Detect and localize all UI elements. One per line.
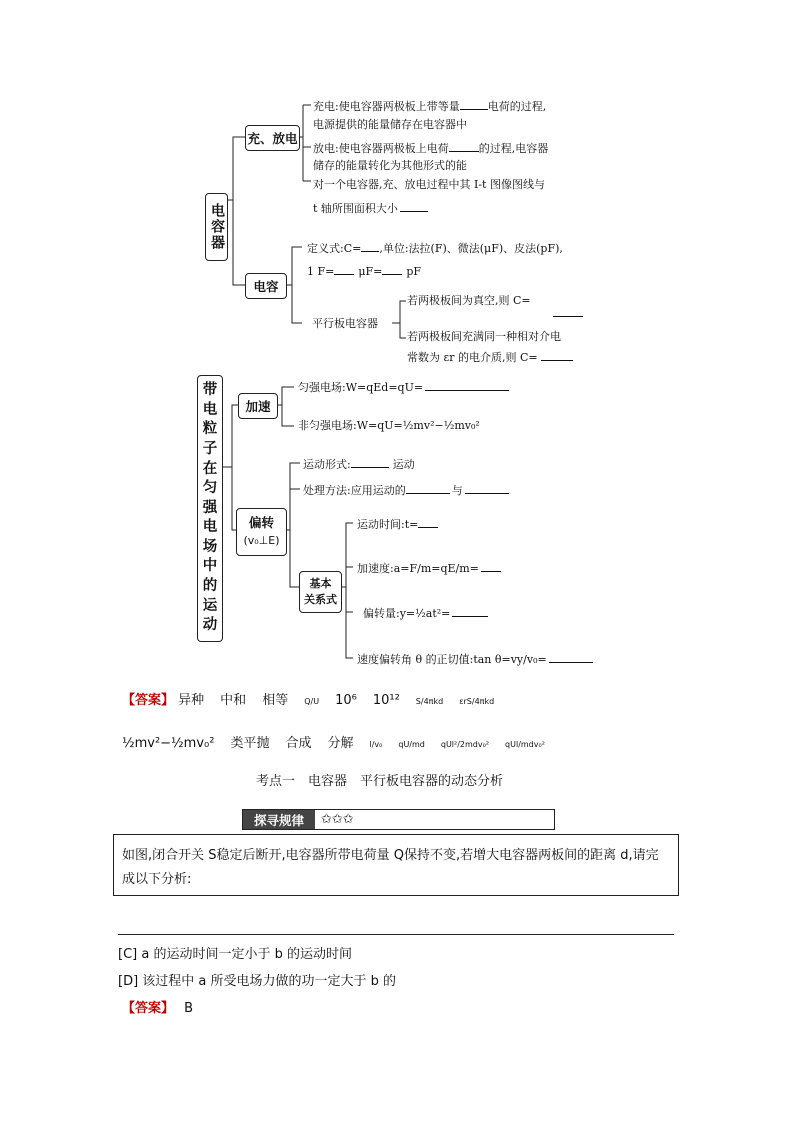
root-char: 带 <box>202 382 218 399</box>
definition-line-1: 定义式:C= ,单位:法拉(F)、微法(μF)、皮法(pF), <box>307 242 563 255</box>
motion-form: 运动形式: 运动 <box>303 458 415 471</box>
answer-item: 分解 <box>327 736 354 751</box>
difficulty-stars: ✩✩✩ <box>321 812 354 827</box>
explore-bar <box>242 809 555 830</box>
answer-item: Q/U <box>304 697 320 706</box>
node-capacitance: 电容 <box>245 273 287 299</box>
discharge-line-1: 放电:使电容器两极板上电荷 的过程,电容器 <box>313 142 549 155</box>
answer-item: 类平抛 <box>230 736 270 751</box>
root-char: 场 <box>202 538 218 555</box>
nonuniform-field-work: 非匀强电场:W=qU=½mv²−½mv₀² <box>298 419 480 432</box>
root-char: 电 <box>202 519 218 536</box>
discharge-line-2: 储存的能量转化为其他形式的能 <box>313 159 467 172</box>
answer-item: 合成 <box>285 736 312 751</box>
root-char: 的 <box>202 578 218 595</box>
area-line-2: t 轴所围面积大小 <box>313 201 428 216</box>
answer-item: qUl/mdv₀² <box>505 740 545 749</box>
root-char: 电 <box>202 401 218 418</box>
option-c: [C] a 的运动时间一定小于 b 的运动时间 <box>118 947 352 962</box>
answer-row-final <box>122 1000 193 1018</box>
answer-item: 10¹² <box>372 693 400 708</box>
node-deflection: 偏转 (v₀⊥E) <box>236 508 287 556</box>
section-title: 考点一 电容器 平行板电容器的动态分析 <box>256 774 504 789</box>
root-char: 子 <box>202 440 218 457</box>
root-char: 运 <box>202 597 218 614</box>
charge-line-1: 充电:使电容器两极板上带等量 电荷的过程, <box>313 100 547 113</box>
answer-item: l/v₀ <box>369 740 383 749</box>
answer-item: 中和 <box>220 693 247 708</box>
node-charge-discharge: 充、放电 <box>245 125 300 151</box>
root-char: 强 <box>202 499 218 516</box>
explore-label: 探寻规律 <box>243 810 315 829</box>
answer-value: B <box>184 1001 194 1016</box>
root-char: 匀 <box>202 480 218 497</box>
question-box: 如图,闭合开关 S稳定后断开,电容器所带电荷量 Q保持不变,若增大电容器两板间的距离 d,请完成以下分析: <box>113 834 679 896</box>
option-d: [D] 该过程中 a 所受电场力做的功一定大于 b 的 <box>118 974 397 989</box>
answer-item: 10⁶ <box>335 693 357 708</box>
answer-tag: 【答案】 <box>122 693 175 708</box>
answer-item: qUl²/2mdv₀² <box>440 740 490 749</box>
answer-item: qU/md <box>398 740 425 749</box>
root-char: 在 <box>202 460 218 477</box>
vacuum-blank <box>553 306 583 317</box>
uniform-field-work: 匀强电场:W=qEd=qU= <box>298 380 509 395</box>
node-charged-particle-motion <box>197 375 223 642</box>
answer-item: εrS/4πkd <box>459 697 495 706</box>
definition-line-2: 1 F= μF= pF <box>307 265 422 278</box>
answer-item: S/4πkd <box>415 697 444 706</box>
root-char: 粒 <box>202 421 218 438</box>
deflection-angle-tangent: 速度偏转角 θ 的正切值:tan θ=vy/v₀= <box>357 652 593 667</box>
answer-item: ½mv²−½mv₀² <box>122 736 215 751</box>
answer-item: 异种 <box>178 693 205 708</box>
dielectric-line-2: 常数为 εr 的电介质,则 C= <box>407 350 573 365</box>
node-capacitor: 电容器 <box>205 193 228 261</box>
charge-line-2: 电源提供的能量储存在电容器中 <box>313 118 467 131</box>
motion-time: 运动时间:t= <box>357 517 438 532</box>
node-basic-relations: 基本 关系式 <box>299 571 342 613</box>
parallel-plate-label: 平行板电容器 <box>312 317 378 330</box>
answer-row-1 <box>122 692 510 711</box>
node-acceleration: 加速 <box>238 393 278 419</box>
answer-item: 相等 <box>262 693 289 708</box>
deflection-formula: 偏转量:y=½at²= <box>363 606 488 621</box>
answer-row-2 <box>122 735 561 754</box>
root-char: 中 <box>202 558 218 575</box>
divider <box>118 934 674 935</box>
answer-tag-final: 【答案】 <box>122 1001 175 1016</box>
processing-method: 处理方法:应用运动的 与 <box>303 483 509 498</box>
vacuum-formula: 若两极板间为真空,则 C= <box>407 294 531 307</box>
acceleration-formula: 加速度:a=F/m=qE/m= <box>357 561 501 576</box>
root-char: 动 <box>202 617 218 634</box>
dielectric-line-1: 若两极板间充满同一种相对介电 <box>407 330 561 343</box>
area-line-1: 对一个电容器,充、放电过程中其 I-t 图像图线与 <box>313 178 545 191</box>
